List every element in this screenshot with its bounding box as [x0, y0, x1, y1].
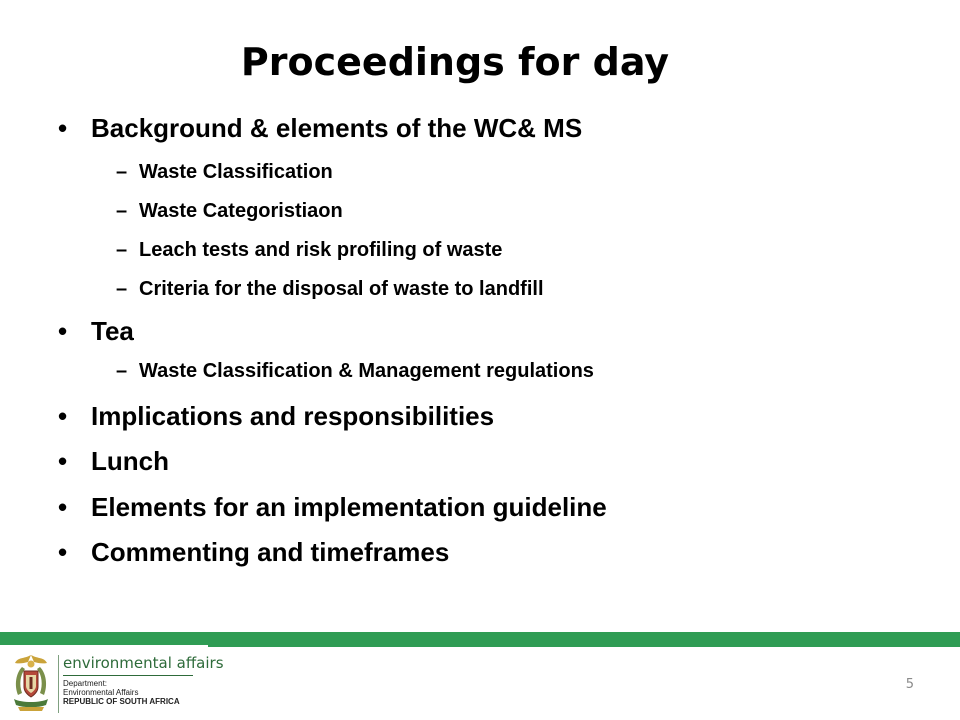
bullet-icon: •	[58, 113, 68, 143]
agenda-item-text: Elements for an implementation guideline	[91, 492, 607, 522]
page-number: 5	[905, 677, 914, 692]
dash-icon: –	[116, 161, 128, 183]
department-brand-name: environmental affairs	[63, 654, 224, 672]
agenda-subitem-text: Waste Classification & Management regulations	[139, 360, 594, 382]
bullet-icon: •	[58, 446, 68, 476]
agenda-item-text: Tea	[91, 316, 134, 346]
footer-bar-notch	[0, 645, 208, 648]
department-name: Environmental Affairs	[63, 688, 139, 697]
agenda-subitem-text: Waste Classification	[139, 161, 333, 183]
dash-icon: –	[116, 200, 128, 222]
bullet-icon: •	[58, 492, 68, 522]
agenda-item-text: Implications and responsibilities	[91, 401, 495, 431]
bullet-icon: •	[58, 316, 68, 346]
agenda-item-text: Commenting and timeframes	[91, 537, 450, 567]
dash-icon: –	[116, 239, 128, 261]
country-name: REPUBLIC OF SOUTH AFRICA	[63, 697, 180, 706]
dash-icon: –	[116, 360, 128, 382]
agenda-subitem-text: Criteria for the disposal of waste to landfill	[139, 278, 544, 300]
dash-icon: –	[116, 278, 128, 300]
bullet-icon: •	[58, 401, 68, 431]
agenda-subitem-text: Leach tests and risk profiling of waste	[139, 239, 503, 261]
department-details	[63, 679, 180, 706]
agenda-subitem-text: Waste Categoristiaon	[139, 200, 343, 222]
bullet-icon: •	[58, 537, 68, 567]
logo-divider	[58, 655, 59, 713]
slide-title: Proceedings for day	[240, 40, 670, 84]
agenda-item-text: Background & elements of the WC& MS	[91, 113, 583, 143]
agenda-item-text: Lunch	[91, 446, 169, 476]
brand-underline	[63, 675, 193, 676]
department-label: Department:	[63, 679, 108, 688]
coat-of-arms-icon	[6, 651, 56, 715]
